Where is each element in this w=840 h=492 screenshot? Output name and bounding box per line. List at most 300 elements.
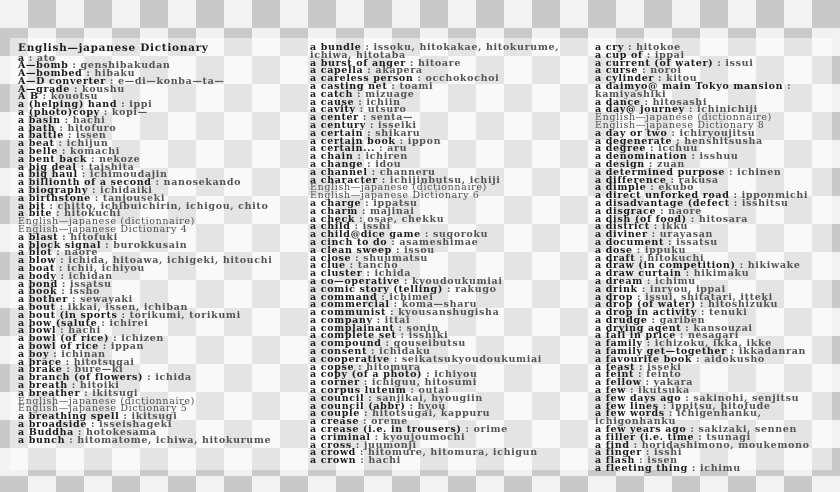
entry-headword: a century	[310, 119, 366, 131]
entry-separator: :	[696, 307, 709, 319]
dictionary-column-1	[18, 44, 304, 444]
entry-separator: :	[405, 400, 418, 412]
entry-headword: a basin	[18, 114, 61, 126]
entry-reading: ikku	[661, 221, 689, 233]
entry-headword: a current (of water)	[595, 57, 714, 69]
entry-headword: a chain	[310, 151, 354, 163]
entry-headword: a difference	[595, 174, 667, 186]
entry-headword: a cross	[310, 439, 352, 451]
entry-reading: hitomure, hitomura, ichigun	[368, 447, 538, 459]
entry-separator: :	[359, 416, 372, 428]
entry-reading: hitofuki	[70, 231, 118, 243]
entry-reading: ichizoku, ikka, ikke	[654, 338, 772, 350]
entry-separator: :	[399, 275, 413, 287]
entry-reading: ichidaku	[379, 346, 431, 358]
entry-headword: a breath	[18, 379, 68, 391]
entry-headword: a boy	[18, 348, 50, 360]
entry-separator: :	[73, 426, 87, 438]
entry-reading: senta—	[370, 112, 414, 124]
entry-separator: :	[55, 302, 68, 313]
entry-separator: :	[62, 364, 75, 376]
section-note: English—japanese (dictionnaire)	[18, 395, 195, 407]
entry-separator: :	[88, 185, 101, 197]
entry-reading: mizuage	[365, 88, 415, 100]
entry-separator: :	[675, 330, 688, 342]
entry-separator: :	[646, 182, 659, 194]
entry-separator: :	[361, 197, 374, 209]
entry-separator: :	[726, 346, 739, 358]
entry-reading: ichirei	[109, 317, 149, 329]
entry-separator: :	[56, 325, 69, 337]
entry-separator: :	[624, 42, 637, 53]
entry-separator: :	[629, 439, 642, 451]
entry-separator: :	[52, 247, 65, 259]
entry-headword: a biography	[18, 185, 89, 197]
entry-separator: :	[461, 424, 474, 436]
section-note: English—japanese (dictionnaire)	[310, 182, 487, 194]
entry-reading: gouseibutsu	[393, 338, 466, 350]
entry-separator: :	[45, 200, 58, 212]
entry-headword: a few lines	[595, 400, 659, 412]
entry-reading: hitofuro	[67, 122, 117, 134]
entry-reading: tanjouseki	[102, 192, 166, 204]
entry-separator: :	[365, 119, 378, 131]
entry-headword: a cry	[595, 42, 625, 53]
entry-separator: :	[389, 299, 402, 311]
entry-separator: :	[656, 205, 669, 217]
entry-headword: a close	[310, 252, 352, 264]
entry-separator: :	[117, 99, 130, 111]
entry-separator: :	[77, 169, 90, 181]
entry-separator: :	[667, 127, 680, 139]
entry-reading: nesagari	[687, 330, 740, 342]
entry-reading: ittai	[384, 314, 411, 326]
entry-reading: hitotsugai	[73, 356, 135, 368]
entry-reading: isseishageki	[99, 418, 173, 430]
entry-reading: ekubo	[658, 182, 695, 194]
entry-headword: a dream	[595, 275, 643, 287]
entry-reading: isshitsu	[741, 197, 789, 209]
entry-reading: ichiin	[366, 96, 401, 108]
entry-separator: :	[24, 52, 37, 64]
entry-reading: isshiki	[408, 330, 449, 342]
entry-headword: a cinch to do	[310, 236, 388, 248]
entry-separator: :	[57, 146, 71, 158]
entry-separator: :	[391, 244, 405, 256]
entry-reading: issho	[69, 286, 101, 298]
entry-separator: :	[363, 127, 376, 139]
entry-separator: :	[681, 392, 694, 404]
entry-headword: a command	[310, 291, 378, 303]
entry-reading: tenuki	[708, 307, 748, 319]
entry-reading: ichijinbutsu, ichiji	[389, 174, 501, 186]
entry-separator: :	[634, 369, 647, 381]
entry-reading: inryou, ippai	[649, 283, 726, 295]
entry-separator: :	[119, 411, 132, 423]
entry-separator: :	[367, 346, 380, 358]
entry-reading: outai	[418, 385, 450, 397]
dictionary-entry	[595, 465, 838, 473]
entry-headword: a couple	[310, 408, 360, 420]
entry-headword: a draw curtain	[595, 268, 682, 280]
entry-separator: :	[626, 385, 639, 397]
entry-reading: komachi	[70, 146, 121, 158]
entry-separator: :	[672, 135, 685, 147]
entry-headword: a character	[310, 174, 378, 186]
section-note: English—japanese Dictionary 8	[595, 119, 765, 131]
entry-reading: sanjikai, hyougiin	[376, 392, 483, 404]
entry-reading: hitoshizuku	[708, 299, 779, 311]
entry-separator: :	[357, 205, 370, 217]
entry-reading: naore	[64, 247, 99, 259]
entry-headword: a fleeting thing	[595, 463, 688, 475]
entry-headword: a copy (of a photo)	[310, 369, 423, 381]
entry-reading: hitokoe	[636, 42, 681, 53]
entry-headword: a drink	[595, 283, 638, 295]
entry-reading: hitomatome, ichiwa, hitokurume	[77, 434, 272, 446]
entry-headword: a blow	[18, 255, 57, 267]
entry-reading: kyousanshugisha	[398, 307, 500, 319]
entry-separator: :	[55, 122, 68, 134]
entry-reading: ichiguu, hitosumi	[371, 377, 478, 389]
entry-reading: urayasan	[659, 229, 714, 241]
entry-separator: :	[69, 83, 82, 95]
entry-headword: a	[18, 52, 25, 64]
entry-separator: :	[351, 252, 364, 264]
entry-reading: ippatsu	[373, 197, 418, 209]
entry-headword: a cluster	[310, 268, 363, 280]
entry-headword: a bunch	[18, 434, 66, 446]
entry-separator: :	[372, 314, 385, 326]
entry-separator: :	[641, 377, 654, 389]
entry-reading: henshitsusha	[684, 135, 763, 147]
entry-reading: hachi	[68, 325, 101, 337]
entry-reading: hitokuchi	[647, 252, 705, 264]
entry-separator: :	[647, 314, 660, 326]
entry-separator: :	[422, 369, 435, 381]
entry-separator: :	[65, 434, 78, 446]
entry-headword: a bent back	[18, 153, 88, 165]
entry-headword: a day@ journey	[595, 104, 685, 116]
entry-headword: a co—operative	[310, 275, 400, 287]
entry-separator: :	[695, 299, 709, 311]
entry-separator: :	[57, 278, 70, 290]
entry-reading: yakara	[653, 377, 694, 389]
entry-reading: ikkadanran	[738, 346, 807, 358]
entry-reading: toami	[399, 80, 434, 92]
entry-separator: :	[389, 353, 402, 365]
entry-reading: hitosashi	[652, 96, 708, 108]
entry-reading: issatsu	[69, 278, 112, 290]
entry-headword: a check	[310, 213, 356, 225]
entry-headword: a copse	[310, 361, 355, 373]
entry-headword: a channel	[310, 166, 368, 178]
entry-separator: :	[350, 221, 363, 233]
entry-headword: a company	[310, 314, 373, 326]
entry-separator: :	[54, 138, 67, 150]
entry-headword: a flash	[595, 455, 636, 467]
entry-headword: a filler (i.e. time	[595, 431, 695, 443]
entry-reading: kyoujoumochi	[382, 431, 466, 443]
entry-separator: :	[386, 307, 399, 319]
entry-reading: ipponmichi	[741, 190, 809, 202]
entry-separator: :	[658, 400, 671, 412]
entry-reading: koushu	[82, 83, 125, 95]
entry-headword: a find	[595, 439, 630, 451]
entry-headword: a design	[595, 158, 645, 170]
entry-reading: rakusa	[678, 174, 719, 186]
entry-headword: a complainant	[310, 322, 395, 334]
entry-reading: sugoroku	[432, 229, 489, 241]
entry-reading: hitokuchi	[64, 208, 122, 220]
entry-separator: :	[395, 135, 408, 147]
entry-headword: a consent	[310, 346, 368, 358]
entry-headword: a cup of	[595, 49, 643, 61]
entry-headword: a few	[595, 385, 627, 397]
entry-separator: :	[681, 322, 694, 334]
entry-headword: a complete set	[310, 330, 397, 342]
entry-headword: a charge	[310, 197, 362, 209]
entry-headword: a draft	[595, 252, 636, 264]
entry-separator: :	[87, 153, 100, 165]
entry-separator: :	[664, 236, 677, 248]
entry-headword: a center	[310, 112, 359, 124]
entry-reading: ichida, hitoawa, ichigeki, hitouchi	[68, 255, 273, 267]
entry-reading: isshi	[654, 447, 683, 459]
entry-headword: a council	[310, 392, 365, 404]
entry-reading: ikitsugi	[92, 387, 139, 399]
entry-headword: a draw (in competition)	[595, 260, 736, 272]
entry-headword: a crease (i.e. in trousers)	[310, 424, 462, 436]
entry-reading: issui	[725, 57, 754, 69]
entry-reading: ichinen	[737, 166, 782, 178]
entry-reading: ichidaiki	[100, 185, 153, 197]
entry-separator: :	[67, 379, 80, 391]
entry-separator: :	[381, 338, 394, 350]
entry-separator: :	[694, 431, 707, 443]
entry-reading: ichizen	[121, 333, 164, 345]
entry-headword: a blot	[18, 247, 53, 259]
entry-reading: nekoze	[99, 153, 141, 165]
entry-headword: a bit	[18, 200, 46, 212]
entry-headword: a big haul	[18, 169, 78, 181]
entry-headword: a book	[18, 286, 58, 298]
entry-separator: :	[151, 177, 164, 189]
entry-reading: sakizaki, sennen	[698, 424, 798, 436]
section-note: English—japanese (dictionnaire)	[18, 216, 195, 228]
entry-reading: issui, shitatari, itteki	[645, 291, 773, 303]
entry-headword: a certain...	[310, 143, 376, 155]
entry-reading: ippai	[654, 49, 685, 61]
entry-headword: a dimple	[595, 182, 647, 194]
entry-separator: :	[687, 463, 701, 475]
entry-headword: a drop (of water)	[595, 299, 696, 311]
entry-headword: a daimyo@ main Tokyo mansion	[595, 80, 784, 92]
entry-reading: burokkusain	[113, 239, 188, 251]
entry-separator: :	[387, 80, 400, 92]
entry-headword: a bout (in sports	[18, 309, 118, 321]
entry-headword: a drop	[595, 291, 633, 303]
entry-headword: a feast	[595, 361, 636, 373]
entry-headword: a birthstone	[18, 192, 91, 204]
entry-separator: :	[38, 91, 51, 103]
entry-reading: bure—ki	[74, 364, 124, 376]
entry-reading: ato	[36, 52, 56, 64]
entry-headword: a bowl (of rice)	[18, 333, 110, 345]
entry-reading: zuan	[656, 158, 685, 170]
entry-headword: a charm	[310, 205, 358, 217]
entry-reading: ichii, ichiyou	[66, 263, 145, 275]
entry-separator: :	[52, 208, 65, 220]
entry-separator: :	[60, 114, 73, 126]
entry-reading: orime	[473, 424, 508, 436]
entry-reading: icchuu	[658, 143, 698, 155]
entry-headword: a bath	[18, 122, 56, 134]
entry-reading: ippon	[407, 135, 442, 147]
entry-reading: ichimoudajin	[89, 169, 168, 181]
entry-headword: A—D converter	[18, 75, 106, 87]
entry-headword: a cooperative	[310, 353, 390, 365]
entry-separator: :	[687, 151, 700, 163]
entry-reading: oreme	[371, 416, 408, 428]
entry-separator: :	[642, 49, 655, 61]
entry-headword: a disadvantage (defect	[595, 197, 730, 209]
entry-separator: :	[356, 455, 369, 467]
entry-separator: :	[353, 88, 366, 100]
section-note: English—japanese Dictionary 5	[18, 403, 188, 415]
entry-headword: a dose	[595, 244, 633, 256]
entry-headword: a bond	[18, 278, 58, 290]
entry-separator: :	[632, 244, 645, 256]
entry-reading: noroi	[650, 65, 682, 77]
entry-separator: :	[345, 260, 358, 272]
entry-reading: seikatsukyoudoukumiai	[401, 353, 543, 365]
entry-reading: occhokochoi	[425, 73, 500, 85]
entry-reading: naore	[668, 205, 702, 217]
entry-reading: hikimaku	[693, 268, 750, 280]
entry-headword: a battle	[18, 130, 64, 142]
entry-reading: asameshimae	[399, 236, 479, 248]
entry-headword: a careless person	[310, 73, 414, 85]
entry-headword: a crowd	[310, 447, 356, 459]
entry-headword: a determined purpose	[595, 166, 726, 178]
entry-reading: sakinohi, senjitsu	[693, 392, 800, 404]
entry-headword: a bundle	[310, 42, 362, 53]
entry-reading: issen	[75, 130, 107, 142]
entry-headword: a fellow	[595, 377, 642, 389]
entry-reading: ichinichiji	[696, 104, 758, 116]
entry-separator: :	[783, 80, 792, 92]
entry-separator: :	[377, 291, 390, 303]
entry-headword: a billionth of a second	[18, 177, 152, 189]
page-title: English—japanese Dictionary	[18, 42, 209, 54]
entry-reading: hibaku	[94, 68, 136, 80]
entry-separator: :	[729, 190, 742, 202]
entry-reading: issou	[404, 244, 435, 256]
entry-reading: hitomura	[366, 361, 421, 373]
entry-reading: utsuro	[367, 104, 407, 116]
entry-headword: a (helping) hand	[18, 99, 118, 111]
entry-reading: ichijun	[66, 138, 109, 150]
entry-separator: :	[360, 408, 373, 420]
entry-reading: hachi	[368, 455, 401, 467]
entry-separator: :	[354, 96, 367, 108]
entry-reading: osae, chekku	[367, 213, 445, 225]
entry-headword: a corpus luteum	[310, 385, 407, 397]
entry-separator: :	[443, 283, 456, 295]
entry-headword: a boat	[18, 263, 55, 275]
entry-reading: rakugo	[455, 283, 497, 295]
entry-reading: taishita	[88, 161, 135, 173]
entry-separator: :	[725, 166, 738, 178]
entry-reading: issatsu	[676, 236, 718, 248]
dictionary-column-3	[595, 44, 838, 473]
entry-separator: :	[49, 348, 62, 360]
entry-headword: a (photo)copy	[18, 107, 100, 119]
entry-reading: ikkai, issen, ichiban	[67, 302, 189, 313]
entry-reading: hikiwake	[747, 260, 801, 272]
entry-headword: a certain	[310, 127, 364, 139]
entry-separator: :	[143, 372, 156, 384]
entry-reading: shuumatsu	[363, 252, 428, 264]
entry-headword: a bow (salute	[18, 317, 98, 329]
entry-reading: issen	[647, 455, 678, 467]
entry-headword: a direct unforked road	[595, 190, 730, 202]
entry-reading: gariben	[659, 314, 706, 326]
entry-reading: koma—sharu	[401, 299, 478, 311]
entry-headword: a branch (of flowers)	[18, 372, 144, 384]
entry-separator: :	[713, 57, 726, 69]
entry-headword: a disgrace	[595, 205, 657, 217]
entry-separator: :	[54, 263, 67, 275]
entry-separator: :	[635, 361, 648, 373]
entry-separator: :	[117, 309, 130, 321]
entry-separator: :	[633, 291, 646, 303]
entry-headword: a child	[310, 221, 351, 233]
entry-reading: ichiren	[365, 151, 408, 163]
entry-headword: A—grade	[18, 83, 70, 95]
entry-reading: hitoiki	[79, 379, 120, 391]
entry-headword: a beat	[18, 138, 55, 150]
entry-reading: hachi	[72, 114, 106, 126]
entry-separator: :	[692, 353, 705, 365]
entry-headword: a bite	[18, 208, 53, 220]
entry-headword: a council (abbr)	[310, 400, 406, 412]
entry-reading: idou	[375, 158, 402, 170]
entry-headword: a clue	[310, 260, 346, 272]
entry-separator: :	[377, 174, 390, 186]
entry-reading: kamiyashiki	[595, 88, 667, 100]
section-note: English—japanese (dictionnaire)	[595, 112, 772, 124]
entry-separator: :	[681, 268, 694, 280]
entry-separator: :	[359, 377, 372, 389]
entry-separator: :	[56, 270, 69, 282]
entry-headword: a child@dice game	[310, 229, 421, 241]
entry-headword: a curse	[595, 65, 639, 77]
entry-separator: :	[362, 268, 375, 280]
entry-separator: :	[68, 294, 81, 306]
entry-headword: a certain book	[310, 135, 396, 147]
entry-headword: a breathing spell	[18, 411, 120, 423]
entry-separator: :	[413, 73, 426, 85]
entry-separator: :	[90, 192, 103, 204]
entry-reading: hitosara	[698, 213, 748, 225]
entry-headword: A—bombed	[18, 68, 83, 80]
entry-reading: torikumi, torikumi	[129, 309, 241, 321]
entry-separator: :	[355, 447, 369, 459]
entry-reading: nanosekando	[163, 177, 242, 189]
entry-reading: ippitsu, hitofude	[670, 400, 771, 412]
